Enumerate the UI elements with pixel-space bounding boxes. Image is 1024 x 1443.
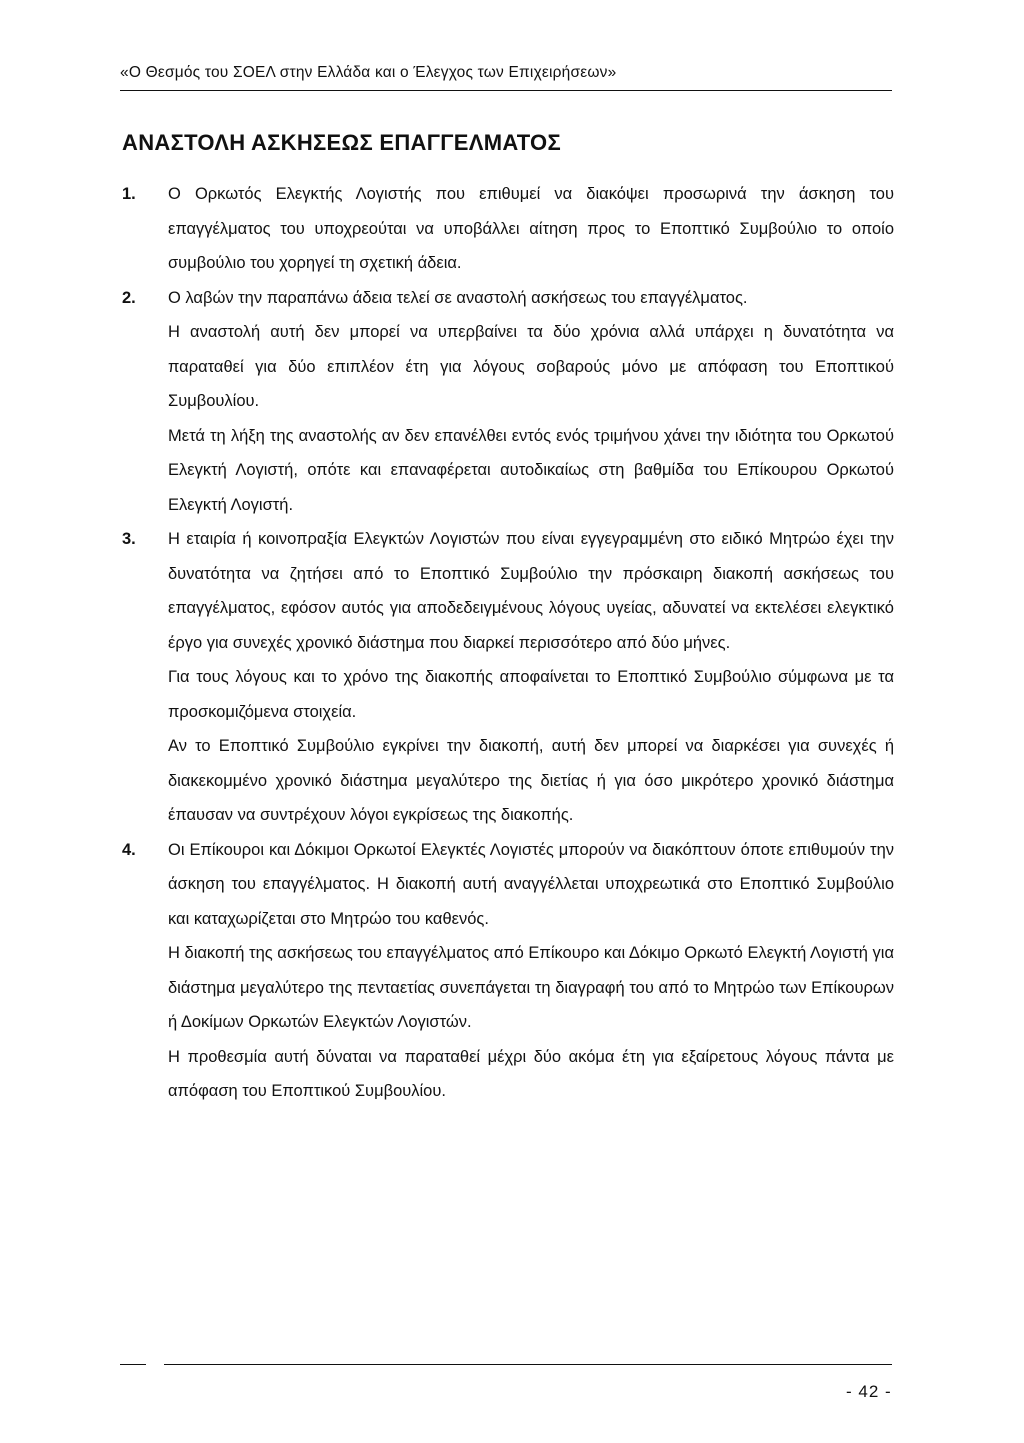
paragraph: Η εταιρία ή κοινοπραξία Ελεγκτών Λογιστών που είναι εγγεγραμμένη στο ειδικό Μητρώο έχει την δυνατότητα να ζητήσει από το Εποπτικό Συμβούλιο την πρόσκαιρη διακοπή ασκήσεως του επαγγέλματος, εφόσον αυτός για αποδεδειγμένους λόγους υγείας, αδυνατεί να εκτελέσει ελεγκτικό έργο για συνεχές χρονικό διάστημα που διαρκεί περισσότερο από δύο μήνες. (168, 530, 894, 652)
footer-rule (120, 1364, 892, 1365)
paragraph: Η διακοπή της ασκήσεως του επαγγέλματος από Επίκουρο και Δόκιμο Ορκωτό Ελεγκτή Λογιστή για διάστημα μεγαλύτερο της πενταετίας συνεπάγεται τη διαγραφή του από το Μητρώο των Επίκουρων ή Δοκίμων Ορκωτών Ελεγκτών Λογιστών. (168, 944, 894, 1031)
paragraph: Η προθεσμία αυτή δύναται να παραταθεί μέχρι δύο ακόμα έτη για εξαίρετους λόγους πάντα με απόφαση του Εποπτικού Συμβουλίου. (168, 1047, 894, 1100)
numbered-item-1 (122, 177, 894, 281)
item-number: 4. (122, 840, 136, 859)
document-body (122, 177, 894, 1109)
paragraph: Η αναστολή αυτή δεν μπορεί να υπερβαίνει τα δύο χρόνια αλλά υπάρχει η δυνατότητα να παραταθεί για δύο επιπλέον έτη για λόγους σοβαρούς μόνο με απόφαση του Εποπτικού Συμβουλίου. (168, 323, 894, 410)
numbered-item-2 (122, 281, 894, 523)
paragraph: Οι Επίκουροι και Δόκιμοι Ορκωτοί Ελεγκτές Λογιστές μπορούν να διακόπτουν όποτε επιθυμούν την άσκηση του επαγγέλματος. Η διακοπή αυτή αναγγέλλεται υποχρεωτικά στο Εποπτικό Συμβούλιο και καταχωρίζεται στο Μητρώο του καθενός. (168, 840, 894, 928)
item-number: 1. (122, 185, 136, 203)
footer-rule-gap (146, 1360, 164, 1368)
numbered-item-4 (122, 833, 894, 1109)
running-header: «Ο Θεσμός του ΣΟΕΛ στην Ελλάδα και ο Έλεγχος των Επιχειρήσεων» (120, 64, 617, 81)
item-number: 3. (122, 530, 136, 548)
item-number: 2. (122, 288, 136, 307)
paragraph: Μετά τη λήξη της αναστολής αν δεν επανέλθει εντός ενός τριμήνου χάνει την ιδιότητα του Ορκωτού Ελεγκτή Λογιστή, οπότε και επαναφέρεται αυτοδικαίως στη βαθμίδα του Επίκουρου Ορκωτού Ελεγκτή Λογιστή. (168, 426, 894, 514)
paragraph: Ο λαβών την παραπάνω άδεια τελεί σε αναστολή ασκήσεως του επαγγέλματος. (168, 288, 748, 307)
paragraph: Ο Ορκωτός Ελεγκτής Λογιστής που επιθυμεί να διακόψει προσωρινά την άσκηση του επαγγέλματος του υποχρεούται να υποβάλλει αίτηση προς το Εποπτικό Συμβούλιο το οποίο συμβούλιο του χορηγεί τη σχετική άδεια. (168, 185, 894, 272)
header-rule (120, 90, 892, 91)
section-title: ΑΝΑΣΤΟΛΗ ΑΣΚΗΣΕΩΣ ΕΠΑΓΓΕΛΜΑΤΟΣ (122, 130, 561, 155)
page-number: - 42 - (846, 1382, 892, 1401)
paragraph: Αν το Εποπτικό Συμβούλιο εγκρίνει την διακοπή, αυτή δεν μπορεί να διαρκέσει για συνεχές ή διακεκομμένο χρονικό διάστημα μεγαλύτερο της διετίας ή για όσο μικρότερο χρονικό διάστημα έπαυσαν να συντρέχουν λόγοι εγκρίσεως της διακοπής. (168, 737, 894, 824)
paragraph: Για τους λόγους και το χρόνο της διακοπής αποφαίνεται το Εποπτικό Συμβούλιο σύμφωνα με τα προσκομιζόμενα στοιχεία. (168, 668, 894, 721)
numbered-item-3 (122, 522, 894, 833)
